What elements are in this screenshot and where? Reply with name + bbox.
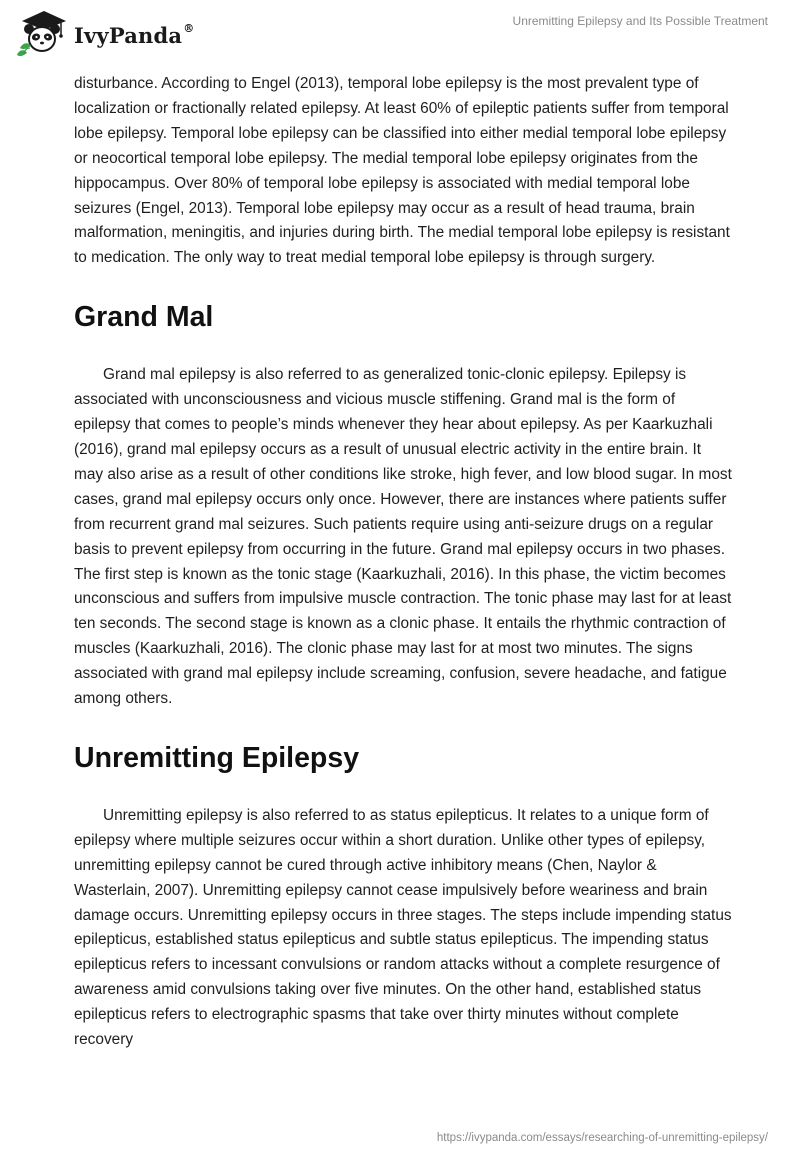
section-heading-grand-mal: Grand Mal xyxy=(74,301,214,334)
brand-registered-mark: ® xyxy=(183,21,195,35)
brand-name xyxy=(74,23,194,48)
panda-graduate-icon xyxy=(14,8,70,58)
source-url-link[interactable]: https://ivypanda.com/essays/researching-of-unremitting-epilepsy/ xyxy=(436,1132,768,1144)
intro-paragraph: disturbance. According to Engel (2013), temporal lobe epilepsy is the most prevalent type of localization or fractionally related epilepsy. At least 60% of epileptic patients suffer from temporal lobe epilepsy. Temporal lobe epilepsy can be classified into either medial temporal lobe epilepsy or neocortical temporal lobe epilepsy. The medial temporal lobe epilepsy originates from the hippocampus. Over 80% of temporal lobe epilepsy is associated with medial temporal lobe seizures (Engel, 2013). Temporal lobe epilepsy may occur as a result of head trauma, brain malformation, meningitis, and injuries during birth. The medial temporal lobe epilepsy is resistant to medication. The only way to treat medial temporal lobe epilepsy is through surgery. xyxy=(74,75,730,267)
grand-mal-paragraph: Grand mal epilepsy is also referred to as generalized tonic-clonic epilepsy. Epilepsy is associated with unconsciousness and vicious muscle stiffening. Grand mal is the form of epilepsy that comes to people’s minds whenever they hear about epilepsy. As per Kaarkuzhali (2016), grand mal epilepsy occurs as a result of unusual electric activity in the entire brain. It may also arise as a result of other conditions like stroke, high fever, and low blood sugar. In most cases, grand mal epilepsy occurs only once. However, there are instances where patients suffer from recurrent grand mal seizures. Such patients require using anti-seizure drugs on a regular basis to prevent epilepsy from occurring in the future. Grand mal epilepsy occurs in two phases. The first step is known as the tonic stage (Kaarkuzhali, 2016). In this phase, the victim becomes unconscious and suffers from impulsive muscle contraction. The tonic phase may last for at least ten seconds. The second stage is known as a clonic phase. It entails the rhythmic contraction of muscles (Kaarkuzhali, 2016). The clonic phase may last for at most two minutes. The signs associated with grand mal epilepsy include screaming, confusion, severe headache, and fatigue among others. xyxy=(74,366,732,708)
brand-text: IvyPanda xyxy=(74,22,183,48)
essay-body xyxy=(74,72,734,1053)
page-header xyxy=(0,0,800,64)
section-heading-unremitting-epilepsy: Unremitting Epilepsy xyxy=(74,741,360,774)
unremitting-epilepsy-paragraph: Unremitting epilepsy is also referred to as status epilepticus. It relates to a unique form of epilepsy where multiple seizures occur within a short duration. Unlike other types of epilepsy, unremitting epilepsy cannot be cured through active inhibitory means (Chen, Naylor & Wasterlain, 2007). Unremitting epilepsy cannot cease impulsively before weariness and brain damage occurs. Unremitting epilepsy occurs in three stages. The steps include impending status epilepticus, established status epilepticus and subtle status epilepticus. The impending status epilepticus refers to incessant convulsions or random attacks without a complete resurgence of awareness amid convulsions taking over five minutes. On the other hand, established status epilepticus refers to electrographic spasms that take over thirty minutes without complete recovery xyxy=(74,806,732,1049)
ivypanda-logo[interactable] xyxy=(14,8,194,58)
document-title: Unremitting Epilepsy and Its Possible Treatment xyxy=(512,14,768,28)
